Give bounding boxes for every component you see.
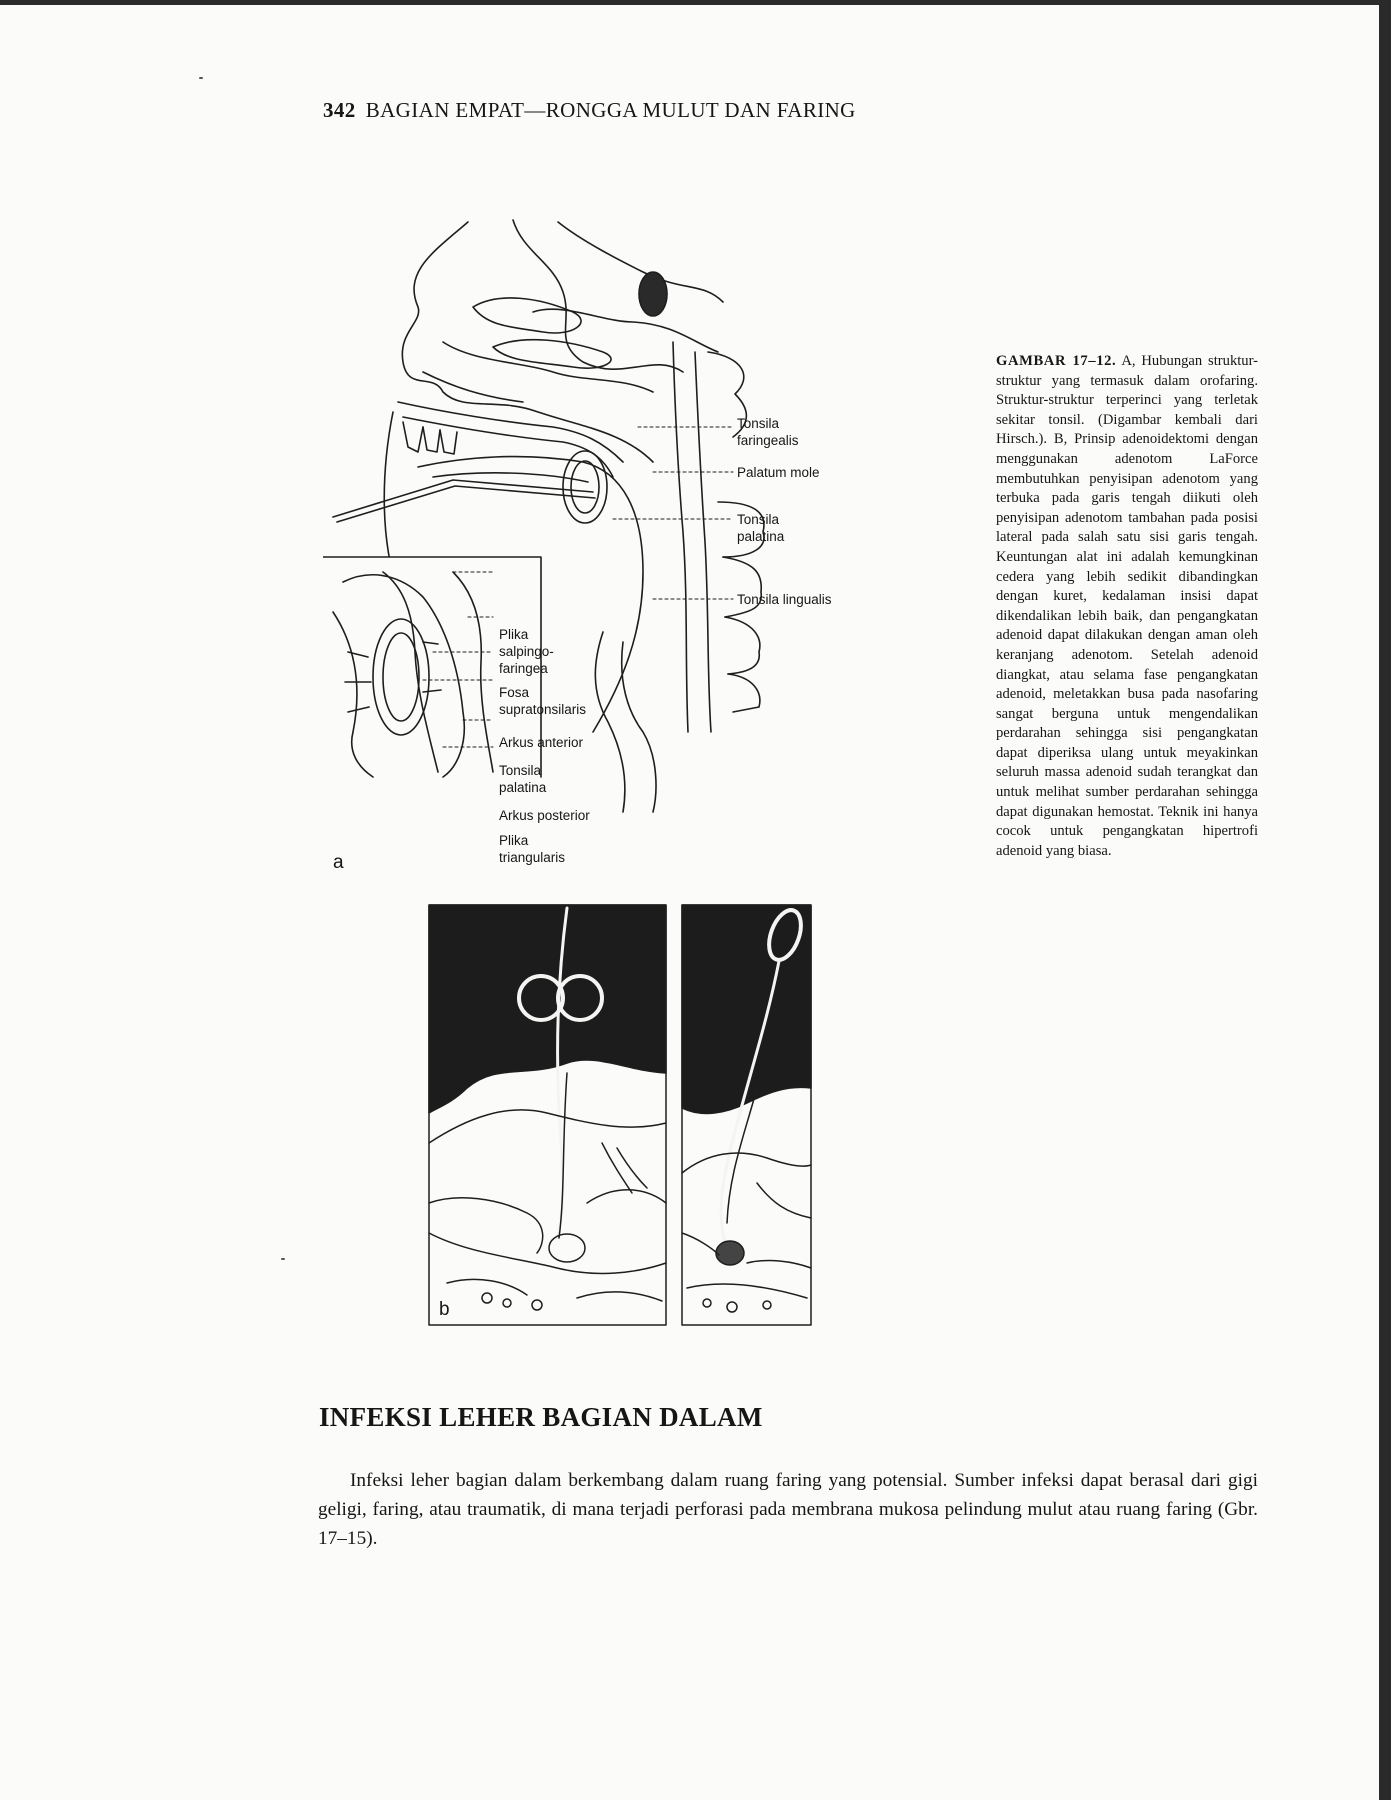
figure-panel-b (427, 903, 813, 1328)
scan-top-edge (0, 0, 1391, 5)
label-plika-salpingofaringea: Plika salpingo- faringea (499, 627, 554, 676)
anatomy-illustration (323, 212, 953, 880)
label-palatum-mole: Palatum mole (737, 465, 820, 480)
scan-right-edge (1379, 0, 1391, 1800)
running-title: BAGIAN EMPAT—RONGGA MULUT DAN FARING (365, 98, 856, 122)
scan-speck (281, 1258, 285, 1260)
label-fosa-supratonsilaris: Fosa supratonsilaris (499, 685, 587, 717)
label-arkus-posterior: Arkus posterior (499, 808, 590, 823)
caption-label: GAMBAR 17–12. (996, 353, 1117, 369)
page-number: 342 (323, 98, 356, 122)
section-paragraph: Infeksi leher bagian dalam berkembang dalam ruang faring yang potensial. Sumber infeksi dapat berasal dari gigi geligi, faring, atau traumatik, di mana terjadi perforasi pada membrana mukosa pelindung mulut atau ruang faring (Gbr. 17–15). (318, 1470, 1258, 1549)
panel-letter-a: a (333, 852, 344, 873)
label-tonsila-faringealis: Tonsila faringealis (737, 416, 799, 448)
adenotome-illustration (427, 903, 813, 1328)
running-head (323, 98, 856, 123)
label-arkus-anterior: Arkus anterior (499, 735, 584, 750)
label-tonsila-palatina: Tonsila palatina (737, 512, 785, 544)
label-tonsila-palatina-inset: Tonsila palatina (499, 763, 547, 795)
panel-letter-b: b (439, 1299, 450, 1320)
label-tonsila-lingualis: Tonsila lingualis (737, 592, 832, 607)
scan-speck (199, 77, 203, 79)
figure-panel-a (323, 212, 953, 880)
caption-text: A, Hubungan struktur-struktur yang termasuk dalam orofaring. Struktur-struktur terperinci yang terletak sekitar tonsil. (Digambar kembali dari Hirsch.). B, Prinsip adenoidektomi dengan menggunakan adenotom LaForce membutuhkan penyisipan adenotom yang terbuka pada garis tengah diikuti oleh penyisipan adenotom tambahan pada posisi lateral pada salah satu sisi garis tengah. Keuntungan alat ini adalah kemungkinan cedera yang lebih sedikit dibandingkan dengan kuret, kedalaman insisi dapat dikendalikan lebih baik, dan pengangkatan adenoid dapat dilakukan dengan aman oleh keranjang adenotom. Setelah adenoid diangkat, atau selama fase pengangkatan adenoid, meletakkan busa pada nasofaring sangat berguna untuk mengendalikan perdarahan sehingga sisi pengangkatan dapat diperiksa ulang untuk meyakinkan seluruh massa adenoid sudah terangkat dan untuk melihat sumber perdarahan sehingga dapat digunakan hemostat. Teknik ini hanya cocok untuk pengangkatan hipertrofi adenoid yang biasa. (996, 353, 1259, 859)
label-plika-triangularis: Plika triangularis (499, 833, 566, 865)
figure-caption (996, 352, 1258, 861)
section-title: INFEKSI LEHER BAGIAN DALAM (319, 1402, 763, 1432)
